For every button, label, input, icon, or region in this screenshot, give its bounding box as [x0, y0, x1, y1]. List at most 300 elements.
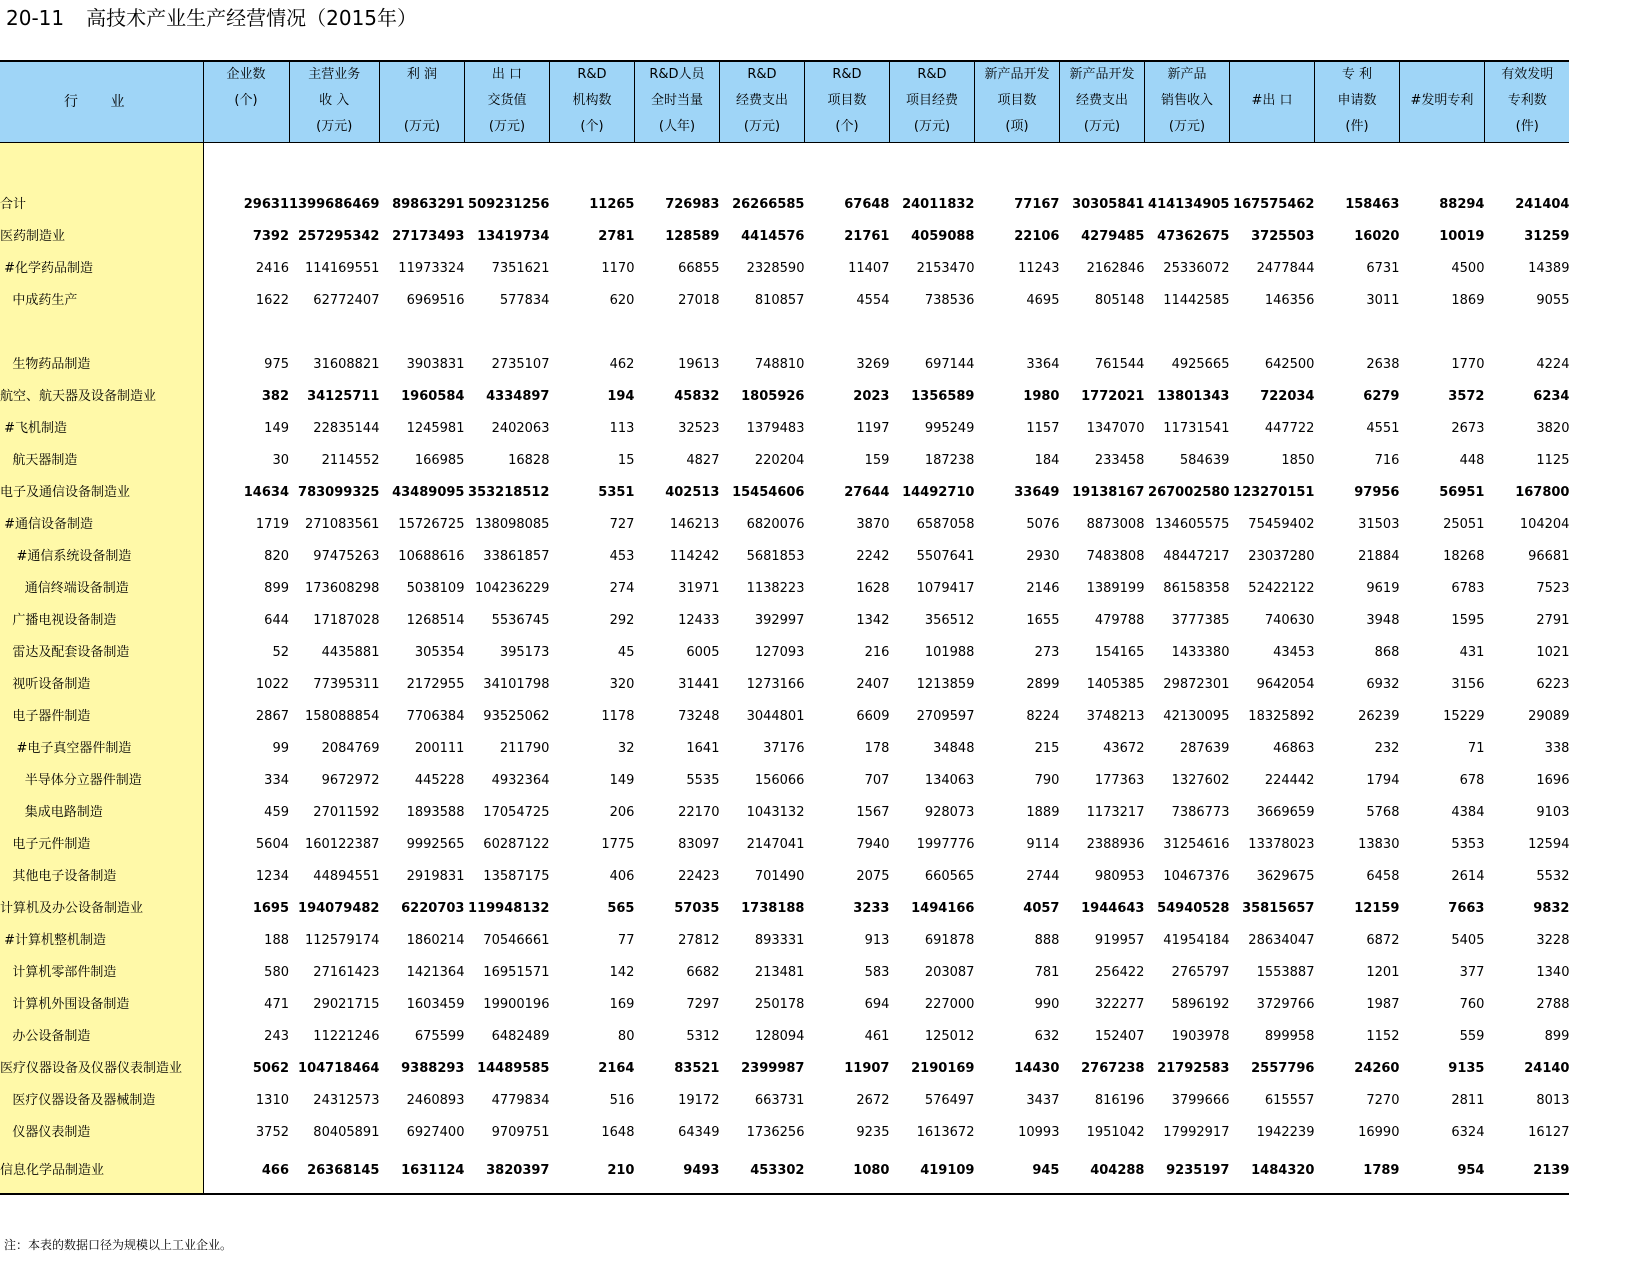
header-line: 出 口: [491, 67, 523, 82]
cell: 479788: [1094, 613, 1145, 628]
header-col-7: [804, 61, 889, 143]
header-col-5: [634, 61, 719, 143]
cell: 19138167: [1072, 485, 1145, 500]
cell: 267002580: [1148, 485, 1230, 500]
cell: 1860214: [406, 933, 465, 948]
cell: 15229: [1443, 709, 1485, 724]
table-row: [0, 445, 1569, 477]
cell: 25051: [1443, 517, 1485, 532]
cell: 1170: [601, 261, 635, 276]
table-row: [0, 1021, 1569, 1053]
table-row: [0, 1117, 1569, 1149]
header-col-15: [1484, 61, 1569, 143]
cell: 4500: [1451, 261, 1485, 276]
cell: 2242: [856, 549, 890, 564]
cell: 1770: [1451, 357, 1485, 372]
header-line: 利 润: [406, 67, 438, 82]
cell: 4435881: [321, 645, 380, 660]
cell: 292: [609, 613, 635, 628]
cell: 48447217: [1163, 549, 1230, 564]
cell: 187238: [924, 453, 975, 468]
cell: 146213: [669, 517, 720, 532]
cell: 1889: [1026, 805, 1060, 820]
cell: 644: [264, 613, 289, 628]
cell: 3233: [853, 901, 890, 916]
cell: 12594: [1528, 837, 1570, 852]
cell: 642500: [1264, 357, 1315, 372]
cell: 995249: [924, 421, 975, 436]
cell: 448: [1459, 453, 1485, 468]
cell: 9388293: [401, 1061, 465, 1076]
cell: 112579174: [305, 933, 380, 948]
cell: 16828: [508, 453, 550, 468]
cell: 5353: [1451, 837, 1485, 852]
cell: 3903831: [406, 357, 465, 372]
cell: 7706384: [406, 709, 465, 724]
cell: 2023: [853, 389, 890, 404]
row-label: 计算机外围设备制造: [0, 989, 203, 1021]
cell: 104236229: [475, 581, 550, 596]
header-line: 交货值: [487, 93, 527, 108]
cell: 392997: [754, 613, 805, 628]
cell: 47362675: [1157, 229, 1230, 244]
cell: 1079417: [916, 581, 975, 596]
cell: 19613: [678, 357, 720, 372]
cell: 16127: [1528, 1125, 1570, 1140]
header-line: R&D: [747, 67, 777, 82]
cell: 26266585: [732, 197, 805, 212]
cell: 1951042: [1086, 1125, 1145, 1140]
cell: 13830: [1358, 837, 1400, 852]
cell: 27644: [844, 485, 890, 500]
cell: 414134905: [1148, 197, 1230, 212]
table-number: 20-11: [6, 6, 65, 30]
cell: 6220703: [401, 901, 465, 916]
cell: 888: [1034, 933, 1060, 948]
cell: 6234: [1533, 389, 1570, 404]
cell: 227000: [924, 997, 975, 1012]
cell: 1043132: [746, 805, 805, 820]
cell: 1595: [1451, 613, 1485, 628]
cell: 4932364: [491, 773, 550, 788]
header-line: 项目数: [827, 93, 867, 108]
cell: 2791: [1536, 613, 1570, 628]
cell: 5351: [598, 485, 635, 500]
header-line: 收 入: [319, 93, 350, 108]
cell: 691878: [924, 933, 975, 948]
cell: 353218512: [468, 485, 550, 500]
row-label: 航天器制造: [0, 445, 203, 477]
cell: 149: [609, 773, 635, 788]
cell: 114242: [669, 549, 720, 564]
cell: 6458: [1366, 869, 1400, 884]
cell: 5604: [255, 837, 289, 852]
table-row: [0, 1149, 1569, 1194]
cell: 919957: [1094, 933, 1145, 948]
table-row: [0, 349, 1569, 381]
header-line: (件): [1345, 119, 1369, 134]
cell: 1980: [1023, 389, 1060, 404]
cell: 4057: [1023, 901, 1060, 916]
cell: 127093: [754, 645, 805, 660]
cell: 62772407: [313, 293, 380, 308]
header-line: 新产品: [1167, 67, 1207, 82]
cell: 22423: [678, 869, 720, 884]
cell: 1389199: [1086, 581, 1145, 596]
cell: 42130095: [1163, 709, 1230, 724]
cell: 173608298: [305, 581, 380, 596]
cell: 17992917: [1163, 1125, 1230, 1140]
header-industry: 行 业: [0, 61, 203, 143]
header-col-3: [464, 61, 549, 143]
cell: 1201: [1366, 965, 1400, 980]
cell: 11907: [844, 1061, 890, 1076]
cell: 56951: [1439, 485, 1485, 500]
cell: 13419734: [477, 229, 550, 244]
cell: 232: [1374, 741, 1400, 756]
cell: 89863291: [392, 197, 465, 212]
cell: 2075: [856, 869, 890, 884]
header-line: 新产品开发: [1069, 67, 1135, 82]
cell: 24260: [1354, 1061, 1400, 1076]
cell: 1789: [1314, 1149, 1399, 1194]
header-line: (万元): [488, 119, 526, 134]
cell: 615557: [1264, 1093, 1315, 1108]
cell: 1772021: [1081, 389, 1145, 404]
header-line: [1230, 62, 1314, 88]
footnote: 注：本表的数据口径为规模以上工业企业。: [4, 1238, 233, 1252]
cell: 580: [264, 965, 289, 980]
cell: 11973324: [398, 261, 465, 276]
cell: 7270: [1366, 1093, 1400, 1108]
cell: 194: [607, 389, 635, 404]
table-title: 高技术产业生产经营情况（2015年）: [86, 6, 418, 30]
cell: 716: [1374, 453, 1400, 468]
cell: 509231256: [468, 197, 550, 212]
table-row: [0, 989, 1569, 1021]
cell: 9235197: [1144, 1149, 1229, 1194]
cell: 320: [609, 677, 635, 692]
header-col-13: [1314, 61, 1399, 143]
cell: 1648: [601, 1125, 635, 1140]
row-label: 办公设备制造: [0, 1021, 203, 1053]
cell: 114169551: [305, 261, 380, 276]
row-label: 视听设备制造: [0, 669, 203, 701]
cell: 52: [272, 645, 289, 660]
cell: 43489095: [392, 485, 465, 500]
cell: 1775: [601, 837, 635, 852]
cell: 334: [264, 773, 289, 788]
cell: 1641: [686, 741, 720, 756]
cell: 243: [264, 1029, 289, 1044]
cell: 453: [609, 549, 635, 564]
row-label: 其他电子设备制造: [0, 861, 203, 893]
table-row: [0, 797, 1569, 829]
cell: 77: [617, 933, 635, 948]
cell: 2735107: [491, 357, 550, 372]
cell: 271083561: [305, 517, 380, 532]
cell: 868: [1374, 645, 1400, 660]
header-col-12: [1229, 61, 1314, 143]
header-line: (人年): [658, 119, 696, 134]
cell: 584639: [1179, 453, 1230, 468]
cell: 1327602: [1171, 773, 1230, 788]
cell: 726983: [665, 197, 720, 212]
header-line: (件): [1515, 119, 1539, 134]
cell: 1997776: [916, 837, 975, 852]
cell: 6783: [1451, 581, 1485, 596]
row-label: 半导体分立器件制造: [0, 765, 203, 797]
cell: 2765797: [1171, 965, 1230, 980]
cell: 2328590: [746, 261, 805, 276]
row-label: #飞机制造: [0, 413, 203, 445]
cell: 71: [1467, 741, 1485, 756]
cell: 33861857: [483, 549, 550, 564]
cell: 701490: [754, 869, 805, 884]
cell: 6005: [686, 645, 720, 660]
cell: 14634: [243, 485, 289, 500]
cell: 2919831: [406, 869, 465, 884]
header-line: 项目数: [997, 93, 1037, 108]
cell: 27011592: [313, 805, 380, 820]
cell: 96681: [1528, 549, 1570, 564]
cell: 28634047: [1248, 933, 1315, 948]
table-row: [0, 701, 1569, 733]
cell: 3011: [1366, 293, 1400, 308]
cell: 83521: [674, 1061, 720, 1076]
table-body: [0, 143, 1569, 1195]
cell: 2147041: [746, 837, 805, 852]
cell: 14430: [1014, 1061, 1060, 1076]
cell: 431: [1459, 645, 1485, 660]
cell: 577834: [499, 293, 550, 308]
table-row: [0, 221, 1569, 253]
cell: 31259: [1524, 229, 1570, 244]
cell: 2614: [1451, 869, 1485, 884]
header-line: R&D: [917, 67, 947, 82]
cell: 1173217: [1086, 805, 1145, 820]
cell: 3729766: [1256, 997, 1315, 1012]
cell: 7663: [1448, 901, 1485, 916]
cell: 22106: [1014, 229, 1060, 244]
cell: 4827: [686, 453, 720, 468]
cell: 6969516: [406, 293, 465, 308]
cell: 128589: [665, 229, 720, 244]
cell: 471: [264, 997, 289, 1012]
table-row: [0, 573, 1569, 605]
header-line: [1400, 114, 1484, 140]
cell: 356512: [924, 613, 975, 628]
cell: 419109: [889, 1149, 974, 1194]
cell: 1987: [1366, 997, 1400, 1012]
cell: 4695: [1026, 293, 1060, 308]
cell: 152407: [1094, 1029, 1145, 1044]
cell: 6587058: [916, 517, 975, 532]
cell: 2162846: [1086, 261, 1145, 276]
cell: 1631124: [379, 1149, 464, 1194]
cell: 29021715: [313, 997, 380, 1012]
cell: 9055: [1536, 293, 1570, 308]
cell: 203087: [924, 965, 975, 980]
table-row: [0, 253, 1569, 285]
cell: 5536745: [491, 613, 550, 628]
cell: 1157: [1026, 421, 1060, 436]
cell: 445228: [414, 773, 465, 788]
cell: 1405385: [1086, 677, 1145, 692]
cell: 5681853: [746, 549, 805, 564]
cell: 8224: [1026, 709, 1060, 724]
cell: 44894551: [313, 869, 380, 884]
table-row: [0, 541, 1569, 573]
cell: 6731: [1366, 261, 1400, 276]
cell: 402513: [665, 485, 720, 500]
cell: 10019: [1439, 229, 1485, 244]
cell: 3820: [1536, 421, 1570, 436]
cell: 46863: [1273, 741, 1315, 756]
cell: 4779834: [491, 1093, 550, 1108]
cell: 748810: [754, 357, 805, 372]
cell: 24011832: [902, 197, 975, 212]
cell: 29631: [243, 197, 289, 212]
cell: 6482489: [491, 1029, 550, 1044]
cell: 57035: [674, 901, 720, 916]
cell: 31503: [1358, 517, 1400, 532]
cell: 913: [864, 933, 890, 948]
cell: 740630: [1264, 613, 1315, 628]
cell: 3437: [1026, 1093, 1060, 1108]
cell: 256422: [1094, 965, 1145, 980]
cell: 113: [609, 421, 635, 436]
header-line: 企业数: [226, 67, 266, 82]
cell: 1603459: [406, 997, 465, 1012]
cell: 160122387: [305, 837, 380, 852]
cell: 9672972: [321, 773, 380, 788]
cell: 4224: [1536, 357, 1570, 372]
cell: 27161423: [313, 965, 380, 980]
cell: 620: [609, 293, 635, 308]
cell: 2388936: [1086, 837, 1145, 852]
header-line: R&D: [832, 67, 862, 82]
cell: 10467376: [1163, 869, 1230, 884]
header-line: 机构数: [572, 93, 612, 108]
header-line: R&D人员: [649, 67, 705, 82]
cell: 257295342: [298, 229, 380, 244]
cell: 123270151: [1233, 485, 1315, 500]
cell: 11221246: [313, 1029, 380, 1044]
cell: 3870: [856, 517, 890, 532]
cell: 93525062: [483, 709, 550, 724]
header-line: (个): [580, 119, 604, 134]
cell: 26239: [1358, 709, 1400, 724]
cell: 220204: [754, 453, 805, 468]
cell: 7392: [252, 229, 289, 244]
cell: 663731: [754, 1093, 805, 1108]
header-col-10: [1059, 61, 1144, 143]
cell: 1379483: [746, 421, 805, 436]
cell: 128094: [754, 1029, 805, 1044]
cell: 167575462: [1233, 197, 1315, 212]
cell: 1213859: [916, 677, 975, 692]
row-label: 合计: [0, 189, 203, 221]
cell: 1080: [804, 1149, 889, 1194]
cell: 13801343: [1157, 389, 1230, 404]
cell: 4059088: [911, 229, 975, 244]
header-col-1: [289, 61, 379, 143]
cell: 2399987: [741, 1061, 805, 1076]
cell: 2811: [1451, 1093, 1485, 1108]
cell: 11442585: [1163, 293, 1230, 308]
row-label: 通信终端设备制造: [0, 573, 203, 605]
header-row: [0, 61, 1569, 143]
cell: 22835144: [313, 421, 380, 436]
table-row: [0, 1085, 1569, 1117]
row-label: 计算机及办公设备制造业: [0, 893, 203, 925]
header-line: R&D: [577, 67, 607, 82]
cell: 224442: [1264, 773, 1315, 788]
header-line: 有效发明: [1501, 67, 1554, 82]
cell: 2930: [1026, 549, 1060, 564]
cell: 99: [272, 741, 289, 756]
cell: 1340: [1536, 965, 1570, 980]
row-label: 电子及通信设备制造业: [0, 477, 203, 509]
cell: 5405: [1451, 933, 1485, 948]
cell: 447722: [1264, 421, 1315, 436]
cell: 24140: [1524, 1061, 1570, 1076]
cell: 559: [1459, 1029, 1485, 1044]
cell: 1655: [1026, 613, 1060, 628]
cell: 1944643: [1081, 901, 1145, 916]
cell: 80: [617, 1029, 635, 1044]
cell: 7523: [1536, 581, 1570, 596]
row-label: 医疗仪器设备及仪器仪表制造业: [0, 1053, 203, 1085]
row-label: 计算机零部件制造: [0, 957, 203, 989]
cell: 4414576: [741, 229, 805, 244]
cell: 11243: [1018, 261, 1060, 276]
cell: 6279: [1363, 389, 1400, 404]
cell: 2407: [856, 677, 890, 692]
cell: 213481: [754, 965, 805, 980]
header-line: (项): [1005, 119, 1029, 134]
cell: 2709597: [916, 709, 975, 724]
cell: 805148: [1094, 293, 1145, 308]
cell: 13378023: [1248, 837, 1315, 852]
cell: 2416: [255, 261, 289, 276]
header-line: 销售收入: [1160, 93, 1213, 108]
cell: 21792583: [1157, 1061, 1230, 1076]
cell: 2460893: [406, 1093, 465, 1108]
cell: 5532: [1536, 869, 1570, 884]
cell: 3044801: [746, 709, 805, 724]
cell: 7483808: [1086, 549, 1145, 564]
cell: 2744: [1026, 869, 1060, 884]
cell: 31971: [678, 581, 720, 596]
cell: 211790: [499, 741, 550, 756]
cell: 5062: [252, 1061, 289, 1076]
cell: 169: [609, 997, 635, 1012]
cell: 1695: [252, 901, 289, 916]
cell: 1553887: [1256, 965, 1315, 980]
cell: 3752: [255, 1125, 289, 1140]
header-line: (个): [234, 93, 258, 108]
table-row: [0, 893, 1569, 925]
cell: 3629675: [1256, 869, 1315, 884]
cell: 14492710: [902, 485, 975, 500]
cell: 2114552: [321, 453, 380, 468]
header-line: 主营业务: [308, 67, 361, 82]
row-label: 雷达及配套设备制造: [0, 637, 203, 669]
header-col-9: [974, 61, 1059, 143]
row-label: 中成药生产: [0, 285, 203, 317]
